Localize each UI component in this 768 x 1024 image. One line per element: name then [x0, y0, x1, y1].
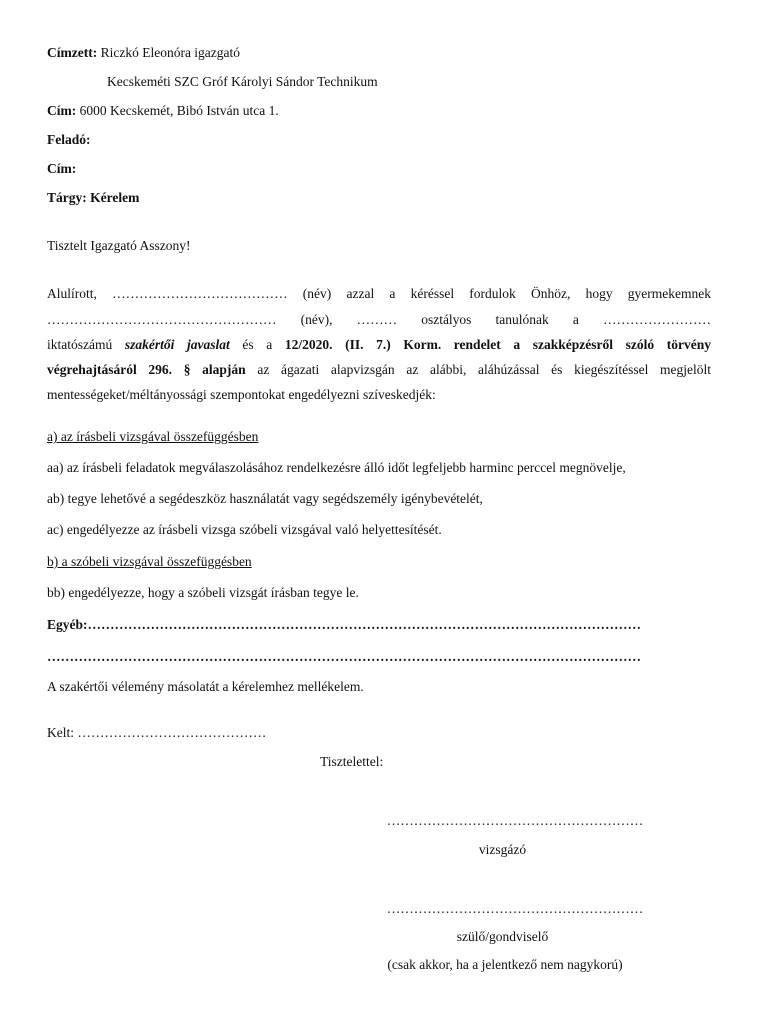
- option-bb: bb) engedélyezze, hogy a szóbeli vizsgát írásban tegye le.: [47, 585, 359, 600]
- paragraph-line-3: [47, 336, 711, 354]
- parent-signature-line: …………………………………………………: [386, 901, 644, 916]
- other-label: Egyéb:: [47, 617, 88, 632]
- parent-note: (csak akkor, ha a jelentkező nem nagykorú): [387, 957, 623, 972]
- salutation: Tisztelt Igazgató Asszony!: [47, 238, 191, 253]
- paragraph-line-2: …………………………………………… (név), ……… osztályos tanulónak a ……………………: [47, 312, 711, 327]
- subject-value: Kérelem: [90, 190, 140, 205]
- paragraph-line-5: mentességeket/méltányossági szempontokat engedélyezni szíveskedjék:: [47, 387, 436, 402]
- other-dots-1: ……………………………………………………………………………………………………………: [87, 617, 641, 632]
- sender-label: Feladó:: [47, 132, 91, 147]
- attachment-note: A szakértői vélemény másolatát a kérelemhez mellékelem.: [47, 679, 364, 694]
- closing: Tisztelettel:: [320, 754, 384, 769]
- examinee-signature-line: …………………………………………………: [386, 813, 644, 828]
- option-aa: aa) az írásbeli feladatok megválaszolásához rendelkezésre álló időt legfeljebb harminc perccel megnövelje,: [47, 460, 626, 475]
- p3-and: és a: [242, 337, 273, 352]
- date-label: Kelt:: [47, 725, 74, 740]
- recipient-label: Címzett:: [47, 45, 98, 60]
- address-line: [47, 102, 279, 120]
- address-label: Cím:: [47, 103, 77, 118]
- recipient-institution: Kecskeméti SZC Gróf Károlyi Sándor Technikum: [107, 74, 378, 89]
- other-dots-2: ……………………………………………………………………………………………………………………: [47, 649, 641, 664]
- date-dots: ……………………………………: [77, 725, 267, 740]
- paragraph-line-4: [47, 361, 711, 379]
- examinee-label: vizsgázó: [478, 842, 527, 857]
- subject-label: Tárgy:: [47, 190, 87, 205]
- paragraph-line-1: Alulírott, ………………………………… (név) azzal a kéréssel fordulok Önhöz, hogy gyermekemnek: [47, 286, 711, 301]
- sender-address-label: Cím:: [47, 161, 77, 176]
- section-b-title: b) a szóbeli vizsgával összefüggésben: [47, 554, 252, 569]
- date-line: [47, 724, 266, 742]
- other-line: [47, 616, 711, 634]
- section-a-title: a) az írásbeli vizsgával összefüggésben: [47, 429, 259, 444]
- p4-decree-section: végrehajtásáról 296. § alapján: [47, 362, 246, 377]
- p3-decree: 12/2020. (II. 7.) Korm. rendelet a szakképzésről szóló törvény: [284, 337, 711, 352]
- p3-expert-opinion: szakértői javaslat: [124, 337, 230, 352]
- parent-label: szülő/gondviselő: [456, 929, 549, 944]
- recipient-line: [47, 44, 240, 62]
- option-ac: ac) engedélyezze az írásbeli vizsga szóbeli vizsgával való helyettesítését.: [47, 522, 442, 537]
- recipient-name: Riczkó Eleonóra igazgató: [100, 45, 241, 60]
- address-value: 6000 Kecskemét, Bibó István utca 1.: [79, 103, 279, 118]
- subject-line: [47, 189, 139, 207]
- option-ab: ab) tegye lehetővé a segédeszköz használatát vagy segédszemély igénybevételét,: [47, 491, 483, 506]
- p3-iktatoszam: iktatószámú: [47, 337, 113, 352]
- p4-text: az ágazati alapvizsgán az alábbi, aláhúzással és kiegészítéssel megjelölt: [257, 362, 712, 377]
